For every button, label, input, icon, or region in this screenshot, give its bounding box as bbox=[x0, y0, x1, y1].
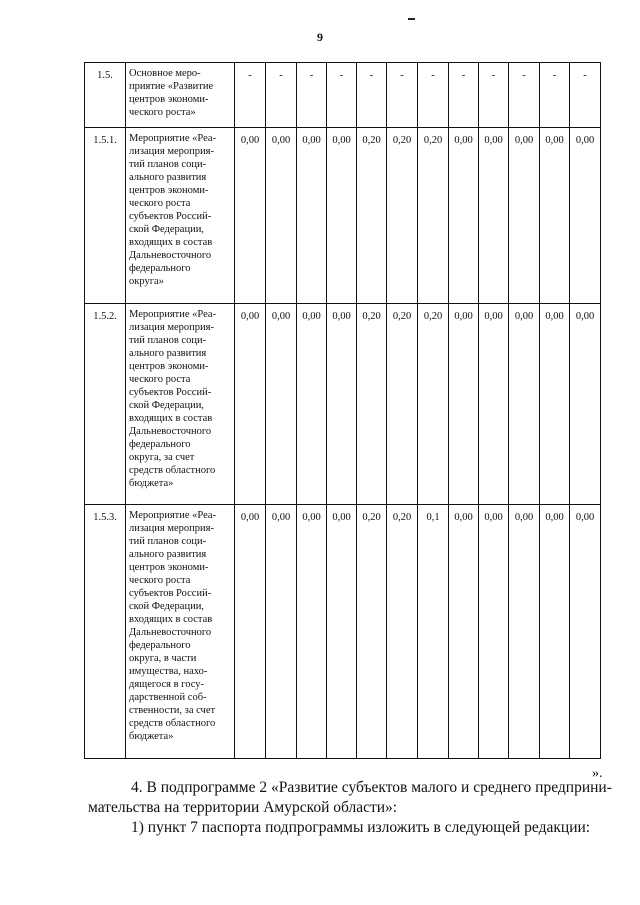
value-cell: 0,00 bbox=[266, 128, 297, 304]
description-line: ской Федерации, bbox=[129, 400, 204, 411]
table-row bbox=[85, 128, 601, 304]
value-cell: 0,20 bbox=[357, 304, 387, 505]
description-line: центров экономи- bbox=[129, 562, 209, 573]
description-line: субъектов Россий- bbox=[129, 387, 212, 398]
value-cell: 0,00 bbox=[327, 505, 357, 759]
description-line: округа, за счет bbox=[129, 452, 195, 463]
value-cell: 0,00 bbox=[509, 505, 540, 759]
table-row bbox=[85, 304, 601, 505]
row-description bbox=[126, 63, 235, 128]
value-cell: 0,00 bbox=[509, 128, 540, 304]
description-line: Дальневосточного bbox=[129, 426, 212, 437]
value-cell: 0,20 bbox=[387, 304, 418, 505]
description-line: ской Федерации, bbox=[129, 224, 204, 235]
description-line: ской Федерации, bbox=[129, 601, 204, 612]
value-cell: 0,00 bbox=[449, 128, 479, 304]
value-cell: - bbox=[235, 63, 266, 128]
value-cell: 0,00 bbox=[297, 128, 327, 304]
description-line: входящих в состав bbox=[129, 614, 213, 625]
value-cell: - bbox=[570, 63, 601, 128]
value-cell: 0,20 bbox=[418, 128, 449, 304]
description-line: входящих в состав bbox=[129, 237, 213, 248]
value-cell: - bbox=[327, 63, 357, 128]
description-line: центров экономи- bbox=[129, 94, 209, 105]
description-line: дящегося в госу- bbox=[129, 679, 204, 690]
value-cell: 0,00 bbox=[570, 304, 601, 505]
value-cell: 0,20 bbox=[357, 505, 387, 759]
value-cell: - bbox=[357, 63, 387, 128]
value-cell: 0,20 bbox=[387, 128, 418, 304]
description-line: ческого роста bbox=[129, 374, 191, 385]
description-line: имущества, нахо- bbox=[129, 666, 208, 677]
value-cell: 0,00 bbox=[266, 505, 297, 759]
description-line: Мероприятие «Реа- bbox=[129, 309, 217, 320]
value-cell: 0,00 bbox=[297, 505, 327, 759]
row-number: 1.5. bbox=[85, 63, 126, 128]
description-line: Дальневосточного bbox=[129, 250, 212, 261]
value-cell: 0,00 bbox=[235, 505, 266, 759]
value-cell: 0,00 bbox=[449, 505, 479, 759]
description-line: субъектов Россий- bbox=[129, 588, 212, 599]
description-line: тий планов соци- bbox=[129, 335, 207, 346]
description-line: Мероприятие «Реа- bbox=[129, 133, 217, 144]
value-cell: - bbox=[266, 63, 297, 128]
description-line: ческого роста» bbox=[129, 107, 196, 118]
value-cell: 0,00 bbox=[479, 505, 509, 759]
value-cell: 0,1 bbox=[418, 505, 449, 759]
value-cell: 0,00 bbox=[540, 304, 570, 505]
paragraph-4-line-1: 4. В подпрограмме 2 «Развитие субъектов малого и среднего предприни- bbox=[131, 779, 612, 796]
value-cell: 0,00 bbox=[570, 505, 601, 759]
description-line: ального развития bbox=[129, 172, 207, 183]
description-line: входящих в состав bbox=[129, 413, 213, 424]
value-cell: 0,00 bbox=[540, 505, 570, 759]
description-line: федерального bbox=[129, 439, 191, 450]
value-cell: 0,00 bbox=[479, 304, 509, 505]
value-cell: 0,00 bbox=[327, 304, 357, 505]
value-cell: 0,20 bbox=[387, 505, 418, 759]
description-line: округа» bbox=[129, 276, 164, 287]
paragraph-4-line-2: мательства на территории Амурской области»: bbox=[88, 799, 398, 816]
paragraph-item-1: 1) пункт 7 паспорта подпрограммы изложить в следующей редакции: bbox=[131, 819, 591, 836]
description-line: бюджета» bbox=[129, 731, 174, 742]
description-line: ального развития bbox=[129, 549, 207, 560]
row-number: 1.5.2. bbox=[85, 304, 126, 505]
value-cell: 0,00 bbox=[235, 128, 266, 304]
value-cell: - bbox=[509, 63, 540, 128]
row-number: 1.5.3. bbox=[85, 505, 126, 759]
budget-table bbox=[84, 62, 601, 759]
description-line: округа, в части bbox=[129, 653, 197, 664]
description-line: Мероприятие «Реа- bbox=[129, 510, 217, 521]
row-description bbox=[126, 304, 235, 505]
value-cell: 0,00 bbox=[266, 304, 297, 505]
value-cell: - bbox=[540, 63, 570, 128]
row-number: 1.5.1. bbox=[85, 128, 126, 304]
description-line: лизация мероприя- bbox=[129, 523, 214, 534]
value-cell: 0,00 bbox=[479, 128, 509, 304]
value-cell: - bbox=[418, 63, 449, 128]
description-line: федерального bbox=[129, 640, 191, 651]
description-line: ческого роста bbox=[129, 575, 191, 586]
value-cell: 0,20 bbox=[357, 128, 387, 304]
value-cell: 0,00 bbox=[570, 128, 601, 304]
scan-artifact-mark bbox=[408, 18, 415, 20]
value-cell: 0,00 bbox=[509, 304, 540, 505]
description-line: тий планов соци- bbox=[129, 536, 207, 547]
description-line: приятие «Развитие bbox=[129, 81, 214, 92]
description-line: дарственной соб- bbox=[129, 692, 207, 703]
value-cell: - bbox=[479, 63, 509, 128]
description-line: центров экономи- bbox=[129, 185, 209, 196]
description-line: ального развития bbox=[129, 348, 207, 359]
description-line: субъектов Россий- bbox=[129, 211, 212, 222]
description-line: средств областного bbox=[129, 718, 216, 729]
description-line: ственности, за счет bbox=[129, 705, 216, 716]
row-description bbox=[126, 505, 235, 759]
value-cell: 0,20 bbox=[418, 304, 449, 505]
value-cell: 0,00 bbox=[235, 304, 266, 505]
description-line: бюджета» bbox=[129, 478, 174, 489]
value-cell: - bbox=[387, 63, 418, 128]
row-description bbox=[126, 128, 235, 304]
description-line: лизация мероприя- bbox=[129, 322, 214, 333]
value-cell: 0,00 bbox=[540, 128, 570, 304]
table-row bbox=[85, 63, 601, 128]
description-line: Дальневосточного bbox=[129, 627, 212, 638]
table-row bbox=[85, 505, 601, 759]
description-line: федерального bbox=[129, 263, 191, 274]
value-cell: 0,00 bbox=[449, 304, 479, 505]
description-line: лизация мероприя- bbox=[129, 146, 214, 157]
closing-quote-mark: ». bbox=[592, 766, 603, 781]
value-cell: 0,00 bbox=[327, 128, 357, 304]
description-line: Основное меро- bbox=[129, 68, 201, 79]
value-cell: 0,00 bbox=[297, 304, 327, 505]
value-cell: - bbox=[449, 63, 479, 128]
description-line: центров экономи- bbox=[129, 361, 209, 372]
value-cell: - bbox=[297, 63, 327, 128]
description-line: тий планов соци- bbox=[129, 159, 207, 170]
page-number: 9 bbox=[317, 30, 323, 44]
description-line: средств областного bbox=[129, 465, 216, 476]
description-line: ческого роста bbox=[129, 198, 191, 209]
